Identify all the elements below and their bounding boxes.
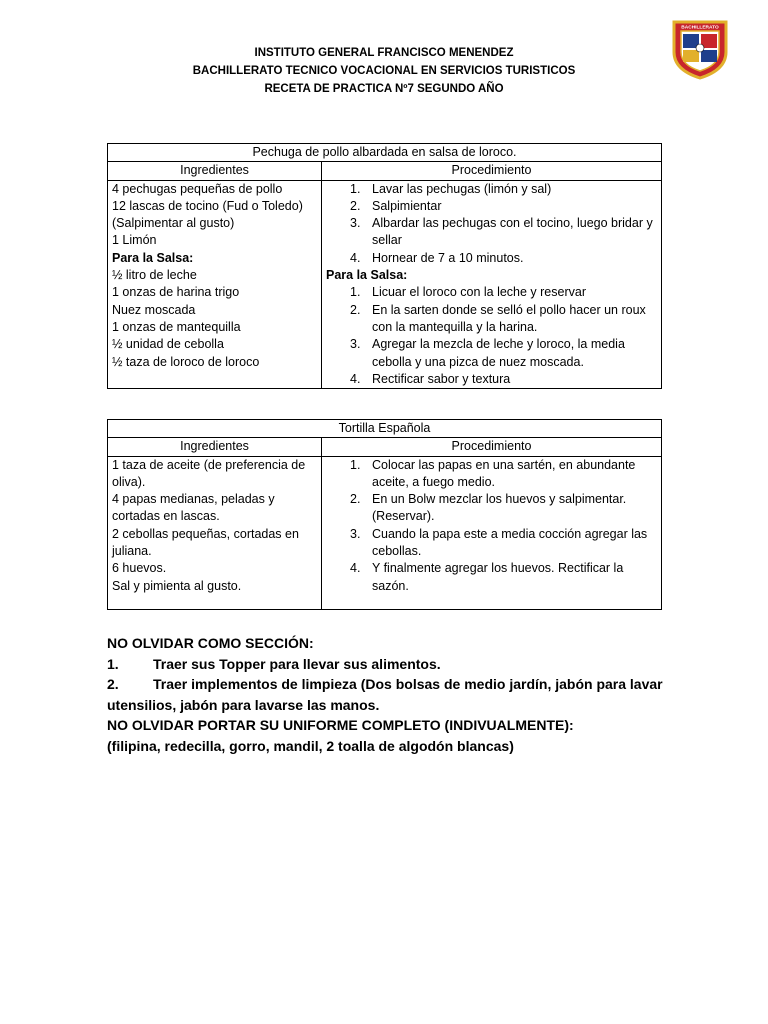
procedure-step (326, 526, 657, 561)
program-name: BACHILLERATO TECNICO VOCACIONAL EN SERVICIOS TURISTICOS (192, 65, 576, 77)
ingredients-header: Ingredientes (108, 162, 322, 180)
procedure-step (326, 215, 657, 250)
step-number: 4. (350, 250, 361, 265)
procedure-step (326, 371, 657, 388)
ingredient-item: (Salpimentar al gusto) (112, 216, 235, 231)
recipe-table-tortilla (107, 419, 662, 610)
step-number: 4. (350, 561, 361, 576)
step-number: 1. (350, 285, 361, 300)
recipe-table-pollo (107, 143, 662, 389)
step-text: En un Bolw mezclar los huevos y salpimentar. (Reservar). (372, 492, 627, 524)
ingredients-cell (108, 180, 322, 389)
recipe-title: Tortilla Española (108, 420, 662, 438)
ingredient-item: 4 papas medianas, peladas y cortadas en lascas. (112, 492, 275, 524)
step-number: 2. (350, 492, 361, 507)
institute-name: INSTITUTO GENERAL FRANCISCO MENENDEZ (254, 47, 514, 59)
ingredient-item: 6 huevos. (112, 561, 167, 576)
notes-section (107, 633, 667, 756)
step-number: 1. (350, 457, 361, 472)
procedure-cell (322, 456, 662, 609)
ingredient-item: ½ taza de loroco de loroco (112, 354, 260, 369)
svg-text:BACHILLERATO: BACHILLERATO (681, 25, 719, 31)
ingredient-item: 1 taza de aceite (de preferencia de oliva). (112, 457, 306, 489)
note-text: Traer implementos de limpieza (Dos bolsas de medio jardín, jabón para lavar (153, 676, 663, 692)
step-text: Y finalmente agregar los huevos. Rectificar la sazón. (372, 561, 624, 593)
ingredient-item: 1 Limón (112, 233, 157, 248)
step-text: Cuando la papa este a media cocción agregar las cebollas. (372, 526, 648, 559)
procedure-step (326, 250, 657, 267)
sauce-subheading: Para la Salsa: (326, 268, 408, 283)
step-number: 3. (350, 526, 361, 541)
ingredients-header: Ingredientes (108, 438, 322, 456)
procedure-step (326, 560, 657, 595)
procedure-step (326, 457, 657, 492)
ingredient-item: 4 pechugas pequeñas de pollo (112, 181, 283, 196)
step-text: Lavar las pechugas (limón y sal) (372, 181, 552, 196)
step-text: Hornear de 7 a 10 minutos. (372, 250, 524, 265)
ingredient-item: 1 onzas de mantequilla (112, 319, 241, 334)
step-text: Agregar la mezcla de leche y loroco, la media cebolla y una pizca de nuez moscada. (372, 337, 625, 369)
step-text: Colocar las papas en una sartén, en abundante aceite, a fuego medio. (372, 457, 636, 489)
procedure-step (326, 198, 657, 215)
document-header (0, 44, 768, 98)
step-number: 4. (350, 371, 361, 386)
step-text: Albardar las pechugas con el tocino, luego bridar y sellar (372, 216, 653, 248)
ingredient-item: ½ unidad de cebolla (112, 337, 224, 352)
sauce-subheading: Para la Salsa: (112, 250, 194, 265)
note-item (107, 654, 667, 675)
procedure-list (326, 457, 657, 595)
note-number: 2. (107, 676, 119, 692)
procedure-step (326, 284, 657, 301)
procedure-step (326, 181, 657, 198)
step-text: Salpimientar (372, 198, 442, 213)
procedure-list (326, 181, 657, 267)
note-number: 1. (107, 655, 119, 672)
uniform-list: (filipina, redecilla, gorro, mandil, 2 toalla de algodón blancas) (107, 737, 514, 754)
recipe-title: Pechuga de pollo albardada en salsa de loroco. (108, 144, 662, 162)
ingredients-cell (108, 456, 322, 609)
ingredient-item: Sal y pimienta al gusto. (112, 578, 242, 593)
procedure-header: Procedimiento (322, 162, 662, 180)
note-item (107, 674, 667, 695)
ingredient-item: 12 lascas de tocino (Fud o Toledo) (112, 198, 303, 213)
step-text: Rectificar sabor y textura (372, 371, 511, 386)
procedure-step (326, 491, 657, 526)
ingredient-item: ½ litro de leche (112, 268, 197, 283)
uniform-heading: NO OLVIDAR PORTAR SU UNIFORME COMPLETO (INDIVUALMENTE): (107, 717, 574, 733)
step-number: 2. (350, 302, 361, 317)
step-number: 3. (350, 337, 361, 352)
note-text: Traer sus Topper para llevar sus alimentos. (153, 655, 441, 672)
school-crest-logo (670, 18, 730, 80)
ingredient-item: 1 onzas de harina trigo (112, 285, 240, 300)
notes-heading: NO OLVIDAR COMO SECCIÓN: (107, 635, 314, 651)
ingredient-item: Nuez moscada (112, 302, 196, 317)
procedure-step (326, 302, 657, 337)
procedure-header: Procedimiento (322, 438, 662, 456)
sauce-procedure-list (326, 284, 657, 388)
procedure-cell (322, 180, 662, 389)
step-text: Licuar el loroco con la leche y reservar (372, 285, 586, 300)
ingredient-item: 2 cebollas pequeñas, cortadas en juliana. (112, 526, 299, 559)
step-number: 1. (350, 181, 361, 196)
step-number: 2. (350, 198, 361, 213)
step-text: En la sarten donde se selló el pollo hacer un roux con la mantequilla y la harina. (372, 302, 646, 334)
step-number: 3. (350, 216, 361, 231)
practice-title: RECETA DE PRACTICA Nº7 SEGUNDO AÑO (264, 83, 504, 95)
note-continuation: utensilios, jabón para lavarse las manos. (107, 696, 380, 713)
procedure-step (326, 336, 657, 371)
